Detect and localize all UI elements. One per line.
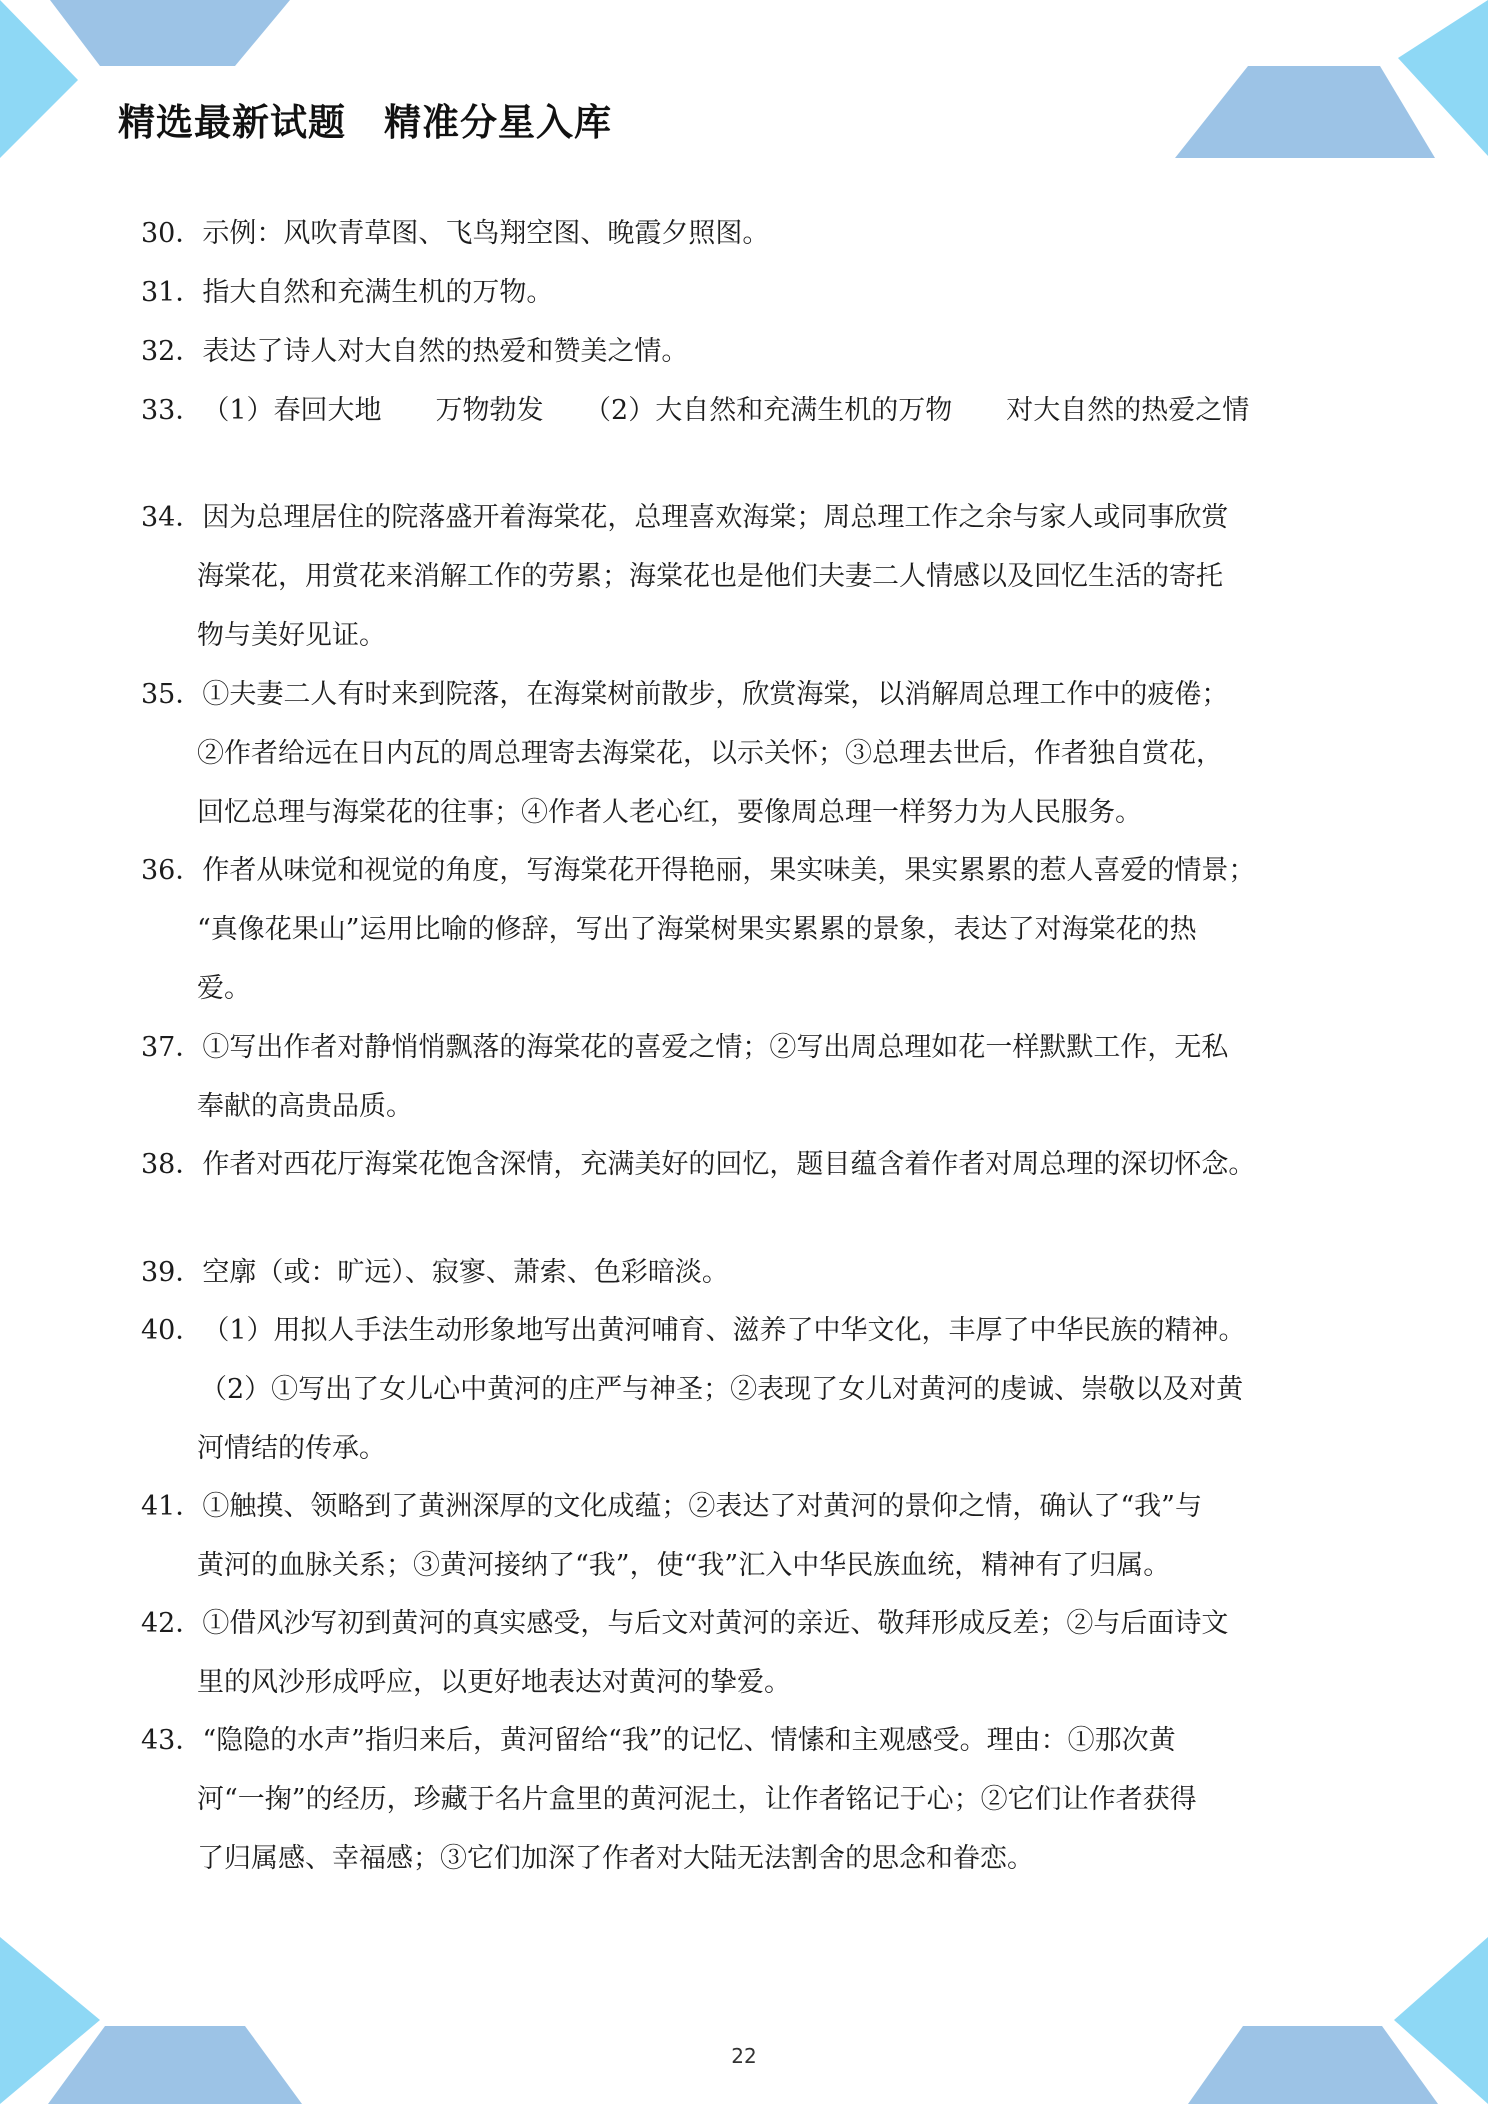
answer-number: 41． [141, 1491, 203, 1522]
answer-text: 示例：风吹青草图、飞鸟翔空图、晚霞夕照图。 [202, 218, 770, 249]
answer-continuation-line: 海棠花，用赏花来消解工作的劳累；海棠花也是他们夫妻二人情感以及回忆生活的寄托 [197, 561, 1223, 592]
answer-text: 空廓（或：旷远）、寂寥、萧索、色彩暗淡。 [202, 1257, 729, 1288]
answer-number: 32． [141, 336, 203, 367]
answer-continuation-line: （2）①写出了女儿心中黄河的庄严与神圣；②表现了女儿对黄河的虔诚、崇敬以及对黄 [200, 1374, 1244, 1405]
answer-number: 36． [141, 855, 203, 886]
answer-item [141, 1145, 1255, 1185]
answer-number: 38． [141, 1149, 203, 1180]
answer-item [141, 273, 553, 313]
answer-text: “隐隐的水声”指归来后，黄河留给“我”的记忆、情愫和主观感受。理由：①那次黄 [202, 1725, 1176, 1756]
answer-continuation-line: 爱。 [197, 973, 251, 1004]
answer-text: ①写出作者对静悄悄飘落的海棠花的喜爱之情；②写出周总理如花一样默默工作，无私 [202, 1032, 1229, 1063]
bottom-right-triangle [1394, 1937, 1488, 2104]
answer-item [141, 1604, 1228, 1644]
answer-continuation-line: 物与美好见证。 [197, 620, 386, 651]
answer-text: 作者从味觉和视觉的角度，写海棠花开得艳丽，果实味美，果实累累的惹人喜爱的情景； [202, 855, 1256, 886]
answer-number: 42． [141, 1608, 203, 1639]
answer-number: 31． [141, 277, 203, 308]
answer-item [141, 391, 1249, 431]
answer-continuation-line: 河“一掬”的经历，珍藏于名片盒里的黄河泥土，让作者铭记于心；②它们让作者获得 [197, 1784, 1197, 1815]
answer-continuation-line: 黄河的血脉关系；③黄河接纳了“我”，使“我”汇入中华民族血统，精神有了归属。 [197, 1550, 1171, 1581]
top-left-triangle [0, 0, 78, 158]
answer-item [141, 1028, 1228, 1068]
answer-text: ①触摸、领略到了黄洲深厚的文化成蕴；②表达了对黄河的景仰之情，确认了“我”与 [202, 1491, 1202, 1522]
answer-number: 34． [141, 502, 203, 533]
answer-number: 40． [141, 1315, 203, 1346]
answer-item [141, 498, 1228, 538]
page-number: 22 [731, 2044, 757, 2068]
answer-text: 作者对西花厅海棠花饱含深情，充满美好的回忆，题目蕴含着作者对周总理的深切怀念。 [202, 1149, 1256, 1180]
answer-item [141, 1311, 1246, 1351]
answer-text: ①夫妻二人有时来到院落，在海棠树前散步，欣赏海棠，以消解周总理工作中的疲倦； [202, 679, 1229, 710]
top-left-trapezoid [50, 0, 290, 66]
answer-continuation-line: 奉献的高贵品质。 [197, 1091, 413, 1122]
answer-number: 37． [141, 1032, 203, 1063]
top-right-trapezoid [1175, 66, 1435, 158]
answer-number: 39． [141, 1257, 203, 1288]
answer-continuation-line: 河情结的传承。 [197, 1433, 386, 1464]
header-title: 精选最新试题 精准分星入库 [118, 101, 612, 144]
answer-text: 指大自然和充满生机的万物。 [202, 277, 554, 308]
answer-item [141, 851, 1255, 891]
answer-text: （1）用拟人手法生动形象地写出黄河哺育、滋养了中华文化，丰厚了中华民族的精神。 [202, 1315, 1246, 1346]
answer-item [141, 332, 688, 372]
answer-number: 43． [141, 1725, 203, 1756]
answer-text: ①借风沙写初到黄河的真实感受，与后文对黄河的亲近、敬拜形成反差；②与后面诗文 [202, 1608, 1229, 1639]
answer-number: 30． [141, 218, 203, 249]
bottom-left-triangle [0, 1937, 100, 2104]
answer-continuation-line: 里的风沙形成呼应，以更好地表达对黄河的挚爱。 [197, 1667, 791, 1698]
top-right-triangle [1398, 0, 1488, 156]
answer-continuation-line: 了归属感、幸福感；③它们加深了作者对大陆无法割舍的思念和眷恋。 [197, 1843, 1034, 1874]
answer-continuation-line: 回忆总理与海棠花的往事；④作者人老心红，要像周总理一样努力为人民服务。 [197, 797, 1142, 828]
answer-item [141, 675, 1228, 715]
answer-item [141, 1721, 1176, 1761]
answer-continuation-line: ②作者给远在日内瓦的周总理寄去海棠花，以示关怀；③总理去世后，作者独自赏花， [197, 738, 1223, 769]
answer-item [141, 1487, 1202, 1527]
answer-number: 33． [141, 395, 203, 426]
answer-number: 35． [141, 679, 203, 710]
answer-text: 表达了诗人对大自然的热爱和赞美之情。 [202, 336, 689, 367]
answer-item [141, 214, 769, 254]
answer-text: （1）春回大地 万物勃发 （2）大自然和充满生机的万物 对大自然的热爱之情 [202, 395, 1250, 426]
answer-continuation-line: “真像花果山”运用比喻的修辞，写出了海棠树果实累累的景象，表达了对海棠花的热 [197, 914, 1197, 945]
answer-item [141, 1253, 729, 1293]
answer-text: 因为总理居住的院落盛开着海棠花，总理喜欢海棠；周总理工作之余与家人或同事欣赏 [202, 502, 1229, 533]
